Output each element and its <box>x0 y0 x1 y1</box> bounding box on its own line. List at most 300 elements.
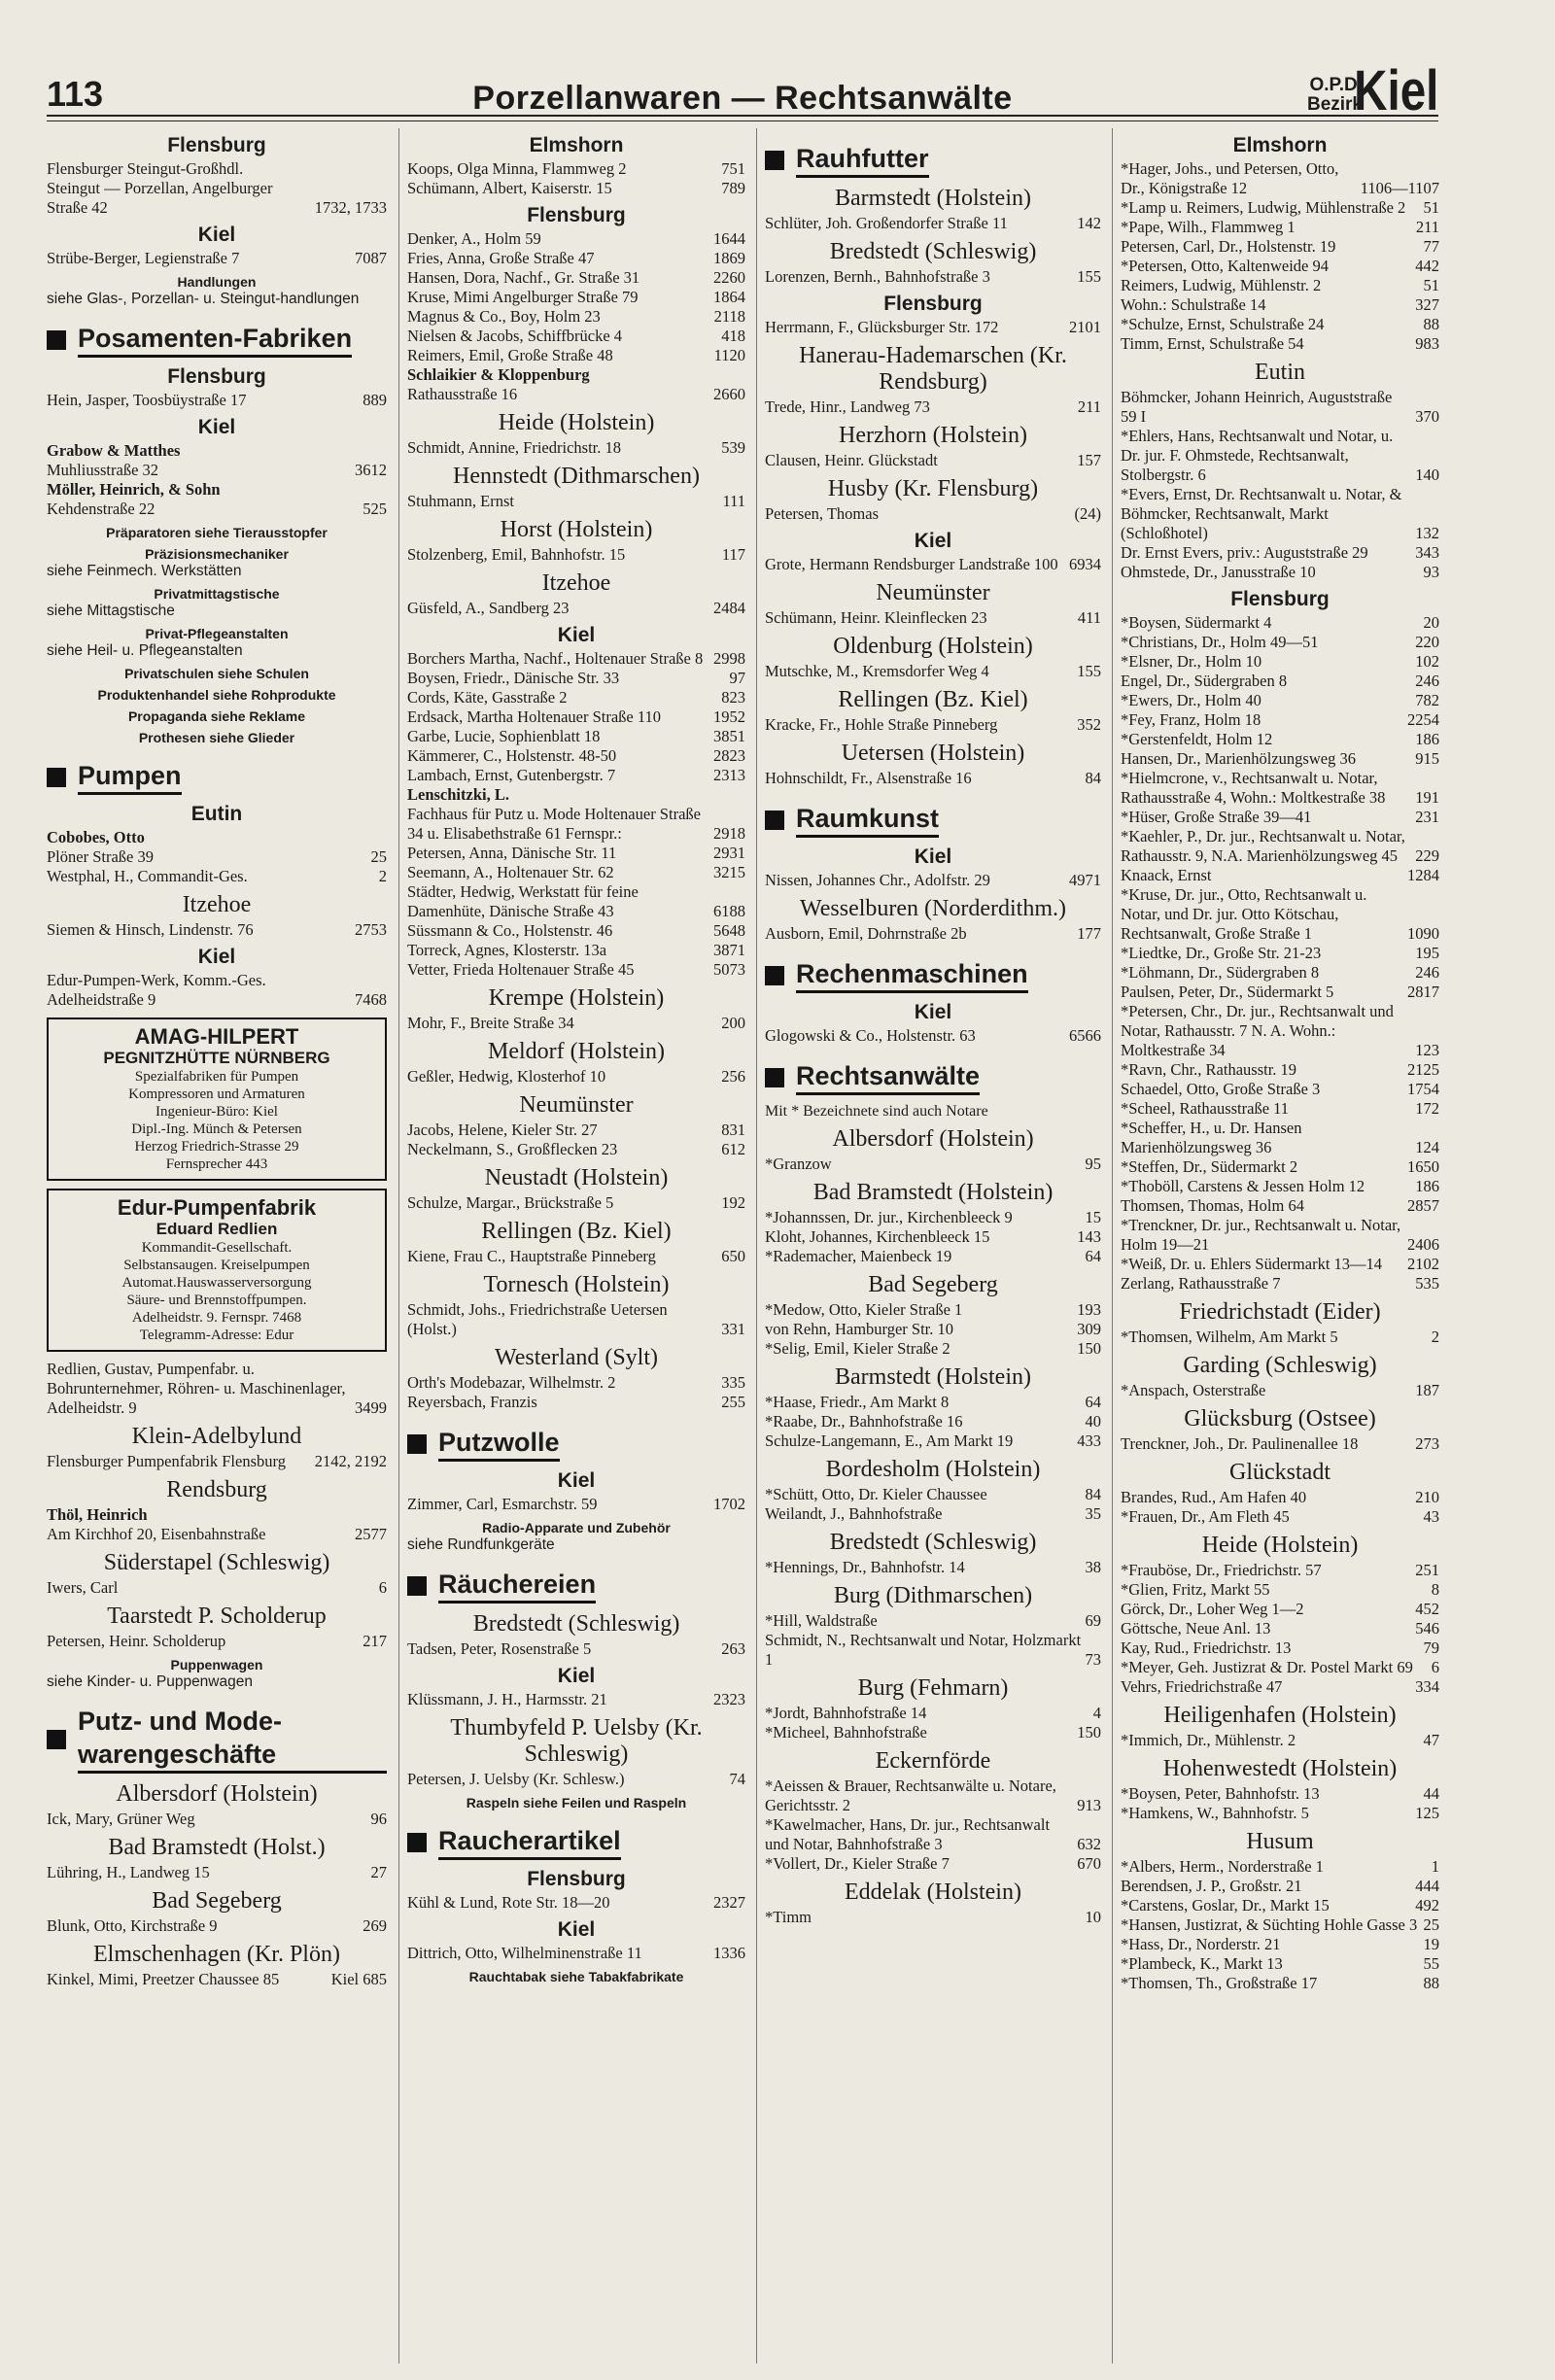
square-bullet-icon <box>765 1068 784 1087</box>
listing-entry <box>1121 1488 1439 1507</box>
listing-name: Reimers, Emil, Große Straße 48 <box>407 346 613 364</box>
listing-entry <box>1121 1677 1439 1697</box>
city-heading: Heide (Holstein) <box>1201 1533 1359 1558</box>
cross-reference: siehe Feinmech. Werkstätten <box>47 563 242 579</box>
subcategory-heading: Puppenwagen <box>170 1657 263 1673</box>
listing-entry <box>47 1525 387 1544</box>
listing-name: *Petersen, Chr., Dr. jur., Rechtsanwalt und Notar, Rathausstr. 7 N. A. Wohn.: Moltkestraße 34 <box>1121 1002 1394 1059</box>
listing-entry <box>1121 543 1439 563</box>
listing-name: *Carstens, Goslar, Dr., Markt 15 <box>1121 1896 1330 1914</box>
listing-entry <box>407 1247 745 1266</box>
listing-entry <box>407 159 745 179</box>
listing-entry <box>765 871 1101 890</box>
listing-entry <box>765 769 1101 788</box>
listing-name: *Plambeck, K., Markt 13 <box>1121 1954 1283 1973</box>
listing-name: Flensburger Steingut-Großhdl. <box>47 159 244 178</box>
listing-entry <box>765 1723 1101 1742</box>
listing-name: Brandes, Rud., Am Hafen 40 <box>1121 1488 1307 1506</box>
city-heading: Barmstedt (Holstein) <box>835 186 1031 211</box>
listing-name: Petersen, J. Uelsby (Kr. Schlesw.) <box>407 1770 625 1788</box>
phone-number: 7468 <box>355 990 387 1009</box>
phone-number: 64 <box>1085 1393 1101 1411</box>
phone-number: 2 <box>1431 1328 1439 1346</box>
listing-name: Garbe, Lucie, Sophienblatt 18 <box>407 727 601 745</box>
listing-entry <box>407 727 745 746</box>
listing-name: Reimers, Ludwig, Mühlenstr. 2 <box>1121 276 1322 294</box>
phone-number: 93 <box>1423 563 1439 581</box>
phone-number: 2406 <box>1407 1235 1439 1254</box>
phone-number: 7087 <box>355 249 387 267</box>
listing-entry <box>1121 1877 1439 1896</box>
listing-name: Kinkel, Mimi, Preetzer Chaussee 85 <box>47 1970 280 1988</box>
city-heading: Bredstedt (Schleswig) <box>829 239 1037 264</box>
column-4 <box>1112 128 1445 2363</box>
listing-entry <box>47 1505 387 1525</box>
phone-number: 1702 <box>713 1495 745 1513</box>
listing-name: Hansen, Dora, Nachf., Gr. Straße 31 <box>407 268 640 287</box>
listing-name: *Hennings, Dr., Bahnhofstr. 14 <box>765 1558 965 1576</box>
listing-name: Kruse, Mimi Angelburger Straße 79 <box>407 288 639 306</box>
phone-number: 95 <box>1085 1155 1101 1173</box>
city-heading: Flensburg <box>527 204 626 226</box>
listing-entry <box>1121 1157 1439 1177</box>
listing-entry <box>407 545 745 565</box>
phone-number: 5073 <box>713 960 745 979</box>
category-heading <box>47 759 387 795</box>
listing-entry <box>1121 1580 1439 1600</box>
listing-entry <box>1121 315 1439 334</box>
ad-line: Edur-Pumpenfabrik <box>117 1195 317 1220</box>
listing-name: Fries, Anna, Große Straße 47 <box>407 249 595 267</box>
city-heading: Kiel <box>197 224 236 246</box>
phone-number: 670 <box>1077 1854 1101 1873</box>
phone-number: 309 <box>1077 1320 1101 1338</box>
listing-entry <box>1121 1935 1439 1954</box>
listing-entry <box>1121 1915 1439 1935</box>
phone-number: 1952 <box>713 707 745 726</box>
listing-name: Dr. Ernst Evers, priv.: Auguststraße 29 <box>1121 543 1368 562</box>
listing-name: *Liedtke, Dr., Große Str. 21-23 <box>1121 944 1322 962</box>
listing-name: *Albers, Herm., Norderstraße 1 <box>1121 1857 1324 1876</box>
phone-number: 27 <box>370 1863 387 1881</box>
listing-name: Thöl, Heinrich <box>47 1505 148 1524</box>
listing-name: *Ravn, Chr., Rathausstr. 19 <box>1121 1060 1297 1079</box>
listing-name: Petersen, Carl, Dr., Holstenstr. 19 <box>1121 237 1336 256</box>
listing-name: Schmidt, Annine, Friedrichstr. 18 <box>407 438 621 457</box>
listing-entry <box>765 267 1101 287</box>
phone-number: 2125 <box>1407 1060 1439 1079</box>
listing-name: *Hill, Waldstraße <box>765 1611 878 1630</box>
listing-entry <box>765 1611 1101 1631</box>
city-heading: Tornesch (Holstein) <box>483 1272 670 1297</box>
listing-entry <box>1121 218 1439 237</box>
listing-entry <box>47 1916 387 1936</box>
phone-number: 47 <box>1423 1731 1439 1749</box>
listing-entry <box>407 766 745 785</box>
listing-name: Lorenzen, Bernh., Bahnhofstraße 3 <box>765 267 990 286</box>
city-heading: Elmshorn <box>1232 134 1328 156</box>
city-heading: Flensburg <box>883 293 983 315</box>
listing-name: Kay, Rud., Friedrichstr. 13 <box>1121 1638 1292 1657</box>
listing-name: Ick, Mary, Grüner Weg <box>47 1810 195 1828</box>
listing-entry <box>1121 808 1439 827</box>
phone-number: 535 <box>1415 1274 1439 1293</box>
listing-entry <box>1121 827 1439 866</box>
phone-number: 2577 <box>355 1525 387 1543</box>
square-bullet-icon <box>407 1576 427 1596</box>
phone-number: 132 <box>1415 524 1439 542</box>
phone-number: 172 <box>1415 1099 1439 1118</box>
phone-number: 1650 <box>1407 1157 1439 1176</box>
category-title: Putz- und Mode-warengeschäfte <box>78 1705 387 1774</box>
listing-name: Tadsen, Peter, Rosenstraße 5 <box>407 1639 592 1658</box>
listing-name: Schlüter, Joh. Großendorfer Straße 11 <box>765 214 1008 232</box>
listing-entry <box>765 1776 1101 1815</box>
phone-number: 3612 <box>355 461 387 479</box>
phone-number: 444 <box>1415 1877 1439 1895</box>
city-heading: Albersdorf (Holstein) <box>116 1781 318 1807</box>
category-heading <box>765 1059 1101 1095</box>
listing-name: *Weiß, Dr. u. Ehlers Südermarkt 13—14 <box>1121 1255 1383 1273</box>
listing-name: *Boysen, Südermarkt 4 <box>1121 613 1272 632</box>
listing-entry <box>765 1431 1101 1451</box>
page-title: Porzellanwaren — Rechtsanwälte <box>472 80 1013 117</box>
phone-number: 155 <box>1077 662 1101 680</box>
listing-entry <box>407 229 745 249</box>
listing-name: Seemann, A., Holtenauer Str. 62 <box>407 863 614 881</box>
phone-number: 1754 <box>1407 1080 1439 1098</box>
phone-number: 79 <box>1423 1638 1439 1657</box>
listing-entry <box>1121 485 1439 543</box>
listing-entry <box>1121 1119 1439 1157</box>
city-heading: Thumbyfeld P. Uelsby (Kr. Schleswig) <box>450 1715 703 1767</box>
phone-number: 193 <box>1077 1300 1101 1319</box>
listing-name: Cords, Käte, Gasstraße 2 <box>407 688 568 707</box>
listing-entry <box>47 828 387 847</box>
phone-number: 25 <box>1423 1915 1439 1934</box>
phone-number: 2254 <box>1407 710 1439 729</box>
phone-number: 38 <box>1085 1558 1101 1576</box>
column-3-content <box>757 142 1107 1927</box>
listing-entry <box>407 1495 745 1514</box>
listing-name: Petersen, Anna, Dänische Str. 11 <box>407 844 617 862</box>
phone-number: 2918 <box>713 824 745 843</box>
listing-entry <box>407 941 745 960</box>
listing-name: Schümann, Albert, Kaiserstr. 15 <box>407 179 612 197</box>
phone-number: 15 <box>1085 1208 1101 1226</box>
phone-number: 210 <box>1415 1488 1439 1506</box>
listing-name: Dittrich, Otto, Wilhelminenstraße 11 <box>407 1944 642 1962</box>
city-heading: Itzehoe <box>541 570 611 596</box>
listing-name: *Hamkens, W., Bahnhofstr. 5 <box>1121 1804 1309 1822</box>
cross-reference: siehe Mittagstische <box>47 603 175 619</box>
phone-number: 3851 <box>713 727 745 745</box>
city-heading: Wesselburen (Norderdithm.) <box>800 896 1066 921</box>
phone-number: 2101 <box>1069 318 1101 336</box>
subcategory-heading: Produktenhandel siehe Rohprodukte <box>97 687 336 703</box>
city-heading: Glückstadt <box>1229 1460 1330 1485</box>
listing-name: Westphal, H., Commandit-Ges. <box>47 867 248 885</box>
listing-entry <box>407 1944 745 1963</box>
listing-name: *Jordt, Bahnhofstraße 14 <box>765 1704 927 1722</box>
city-heading: Kiel <box>914 845 952 868</box>
listing-name: Vetter, Frieda Holtenauer Straße 45 <box>407 960 635 979</box>
listing-name: Cobobes, Otto <box>47 828 145 846</box>
listing-name: *Timm <box>765 1908 812 1926</box>
advertisement-box <box>47 1189 387 1352</box>
phone-number: 191 <box>1415 788 1439 807</box>
city-heading: Husum <box>1246 1829 1314 1854</box>
listing-entry <box>407 844 745 863</box>
listing-entry <box>765 1320 1101 1339</box>
listing-name: Orth's Modebazar, Wilhelmstr. 2 <box>407 1373 616 1392</box>
phone-number: 19 <box>1423 1935 1439 1953</box>
listing-name: *Kruse, Dr. jur., Otto, Rechtsanwalt u. Notar, und Dr. jur. Otto Kötschau, Rechtsanwalt, Große Straße 1 <box>1121 885 1367 943</box>
listing-name: Kloht, Johannes, Kirchenbleeck 15 <box>765 1227 990 1246</box>
listing-name: Hansen, Dr., Marienhölzungsweg 36 <box>1121 749 1356 768</box>
listing-name: Berendsen, J. P., Großstr. 21 <box>1121 1877 1302 1895</box>
listing-entry <box>1121 1080 1439 1099</box>
phone-number: 913 <box>1077 1796 1101 1814</box>
listing-entry <box>765 715 1101 735</box>
listing-entry <box>765 1504 1101 1524</box>
listing-name: *Lamp u. Reimers, Ludwig, Mühlenstraße 2 <box>1121 198 1406 217</box>
city-heading: Flensburg <box>527 1868 626 1890</box>
listing-entry <box>765 1247 1101 1266</box>
phone-number: 43 <box>1423 1507 1439 1526</box>
ad-line: Säure- und Brennstoffpumpen. <box>126 1293 307 1308</box>
phone-number: 211 <box>1077 397 1101 416</box>
listing-entry <box>1121 198 1439 218</box>
listing-name: Am Kirchhof 20, Eisenbahnstraße <box>47 1525 266 1543</box>
listing-name: Möller, Heinrich, & Sohn <box>47 480 221 499</box>
phone-number: 269 <box>363 1916 387 1935</box>
category-heading <box>765 142 1101 178</box>
city-heading: Rellingen (Bz. Kiel) <box>481 1219 672 1244</box>
listing-entry <box>1121 1328 1439 1347</box>
city-heading: Flensburg <box>167 134 266 156</box>
listing-name: Lühring, H., Landweg 15 <box>47 1863 210 1881</box>
listing-name: *Ewers, Dr., Holm 40 <box>1121 691 1261 709</box>
city-heading: Flensburg <box>167 365 266 388</box>
phone-number: 84 <box>1085 769 1101 787</box>
listing-entry <box>765 1208 1101 1227</box>
listing-name: *Thoböll, Carstens & Jessen Holm 12 <box>1121 1177 1365 1195</box>
phone-number: 125 <box>1415 1804 1439 1822</box>
phone-number: 789 <box>721 179 745 197</box>
city-heading: Horst (Holstein) <box>500 517 653 542</box>
city-heading: Flensburg <box>1230 588 1330 610</box>
phone-number: 20 <box>1423 613 1439 632</box>
square-bullet-icon <box>765 811 784 830</box>
listing-name: Schlaikier & Kloppenburg <box>407 365 590 384</box>
listing-name: Steingut — Porzellan, Angelburger Straße 42 <box>47 179 273 217</box>
phone-number: 231 <box>1415 808 1439 826</box>
listing-entry <box>1121 1434 1439 1454</box>
listing-name: *Thomsen, Th., Großstraße 17 <box>1121 1974 1318 1992</box>
listing-name: Magnus & Co., Boy, Holm 23 <box>407 307 601 326</box>
listing-name: Böhmcker, Johann Heinrich, Auguststraße 59 I <box>1121 388 1393 426</box>
listing-entry <box>765 1854 1101 1874</box>
listing-entry <box>1121 1638 1439 1658</box>
listing-entry <box>407 365 745 385</box>
phone-number: 1336 <box>713 1944 745 1962</box>
listing-name: Edur-Pumpen-Werk, Komm.-Ges. Adelheidstraße 9 <box>47 971 266 1009</box>
category-title: Rechenmaschinen <box>796 957 1028 993</box>
ad-line: Spezialfabriken für Pumpen <box>134 1069 299 1085</box>
listing-entry <box>1121 710 1439 730</box>
phone-number: 1120 <box>713 346 745 364</box>
listing-entry <box>407 385 745 404</box>
phone-number: 256 <box>721 1067 745 1086</box>
category-title: Rauhfutter <box>796 142 929 178</box>
phone-number: 1869 <box>713 249 745 267</box>
ad-line: AMAG-HILPERT <box>134 1024 299 1049</box>
listing-entry <box>765 214 1101 233</box>
city-heading: Meldorf (Holstein) <box>488 1039 665 1064</box>
listing-entry <box>47 920 387 940</box>
city-heading: Kiel <box>197 416 236 438</box>
listing-name: Städter, Hedwig, Werkstatt für feine Damenhüte, Dänische Straße 43 <box>407 882 639 920</box>
listing-entry <box>1121 1381 1439 1400</box>
listing-entry <box>1121 1060 1439 1080</box>
phone-number: 782 <box>1415 691 1439 709</box>
listing-name: Lenschitzki, L. <box>407 785 509 804</box>
cross-reference: siehe Kinder- u. Puppenwagen <box>47 1673 253 1690</box>
city-heading: Oldenburg (Holstein) <box>833 634 1033 659</box>
listing-name: Blunk, Otto, Kirchstraße 9 <box>47 1916 218 1935</box>
listing-name: Clausen, Heinr. Glückstadt <box>765 451 938 469</box>
listing-entry <box>1121 866 1439 885</box>
phone-number: 2931 <box>713 844 745 862</box>
phone-number: 2102 <box>1407 1255 1439 1273</box>
listing-entry <box>1121 295 1439 315</box>
listing-name: *Selig, Emil, Kieler Straße 2 <box>765 1339 950 1358</box>
listing-name: Rathausstraße 16 <box>407 385 518 403</box>
city-heading: Friedrichstadt (Eider) <box>1179 1299 1381 1325</box>
listing-entry <box>47 867 387 886</box>
category-title: Posamenten-Fabriken <box>78 322 352 358</box>
listing-entry <box>765 1485 1101 1504</box>
listing-entry <box>407 707 745 727</box>
ad-line: Kompressoren und Armaturen <box>128 1087 305 1102</box>
listing-entry <box>765 555 1101 574</box>
phone-number: Kiel 685 <box>330 1970 387 1988</box>
phone-number: 25 <box>370 847 387 866</box>
listing-name: Kehdenstraße 22 <box>47 500 156 518</box>
listing-name: *Gerstenfeldt, Holm 12 <box>1121 730 1273 748</box>
listing-name: Grabow & Matthes <box>47 441 181 460</box>
subcategory-heading: Präzisionsmechaniker <box>145 546 289 562</box>
city-heading: Rendsburg <box>166 1477 267 1502</box>
listing-name: Iwers, Carl <box>47 1578 119 1597</box>
listing-name: *Rademacher, Maienbeck 19 <box>765 1247 952 1265</box>
city-heading: Elmschenhagen (Kr. Plön) <box>93 1942 340 1967</box>
listing-entry <box>765 504 1101 524</box>
listing-name: *Frauen, Dr., Am Fleth 45 <box>1121 1507 1290 1526</box>
phone-number: 255 <box>721 1393 745 1411</box>
listing-entry <box>1121 1974 1439 1993</box>
listing-name: Geßler, Hedwig, Klosterhof 10 <box>407 1067 606 1086</box>
category-heading <box>765 802 1101 838</box>
listing-name: Knaack, Ernst <box>1121 866 1212 884</box>
phone-number: 123 <box>1415 1041 1439 1059</box>
listing-name: Stuhmann, Ernst <box>407 492 514 510</box>
listing-name: Erdsack, Martha Holtenauer Straße 110 <box>407 707 662 726</box>
phone-number: 77 <box>1423 237 1439 256</box>
city-heading: Neumünster <box>876 580 990 605</box>
listing-name: *Scheffer, H., u. Dr. Hansen Marienhölzungsweg 36 <box>1121 1119 1302 1156</box>
listing-entry <box>765 608 1101 628</box>
listing-name: Schmidt, N., Rechtsanwalt und Notar, Holzmarkt 1 <box>765 1631 1082 1669</box>
listing-name: Süssmann & Co., Holstenstr. 46 <box>407 921 613 940</box>
phone-number: 1 <box>1431 1857 1439 1876</box>
listing-entry <box>1121 427 1439 485</box>
listing-entry <box>1121 159 1439 198</box>
phone-number: 186 <box>1415 1177 1439 1195</box>
city-heading: Süderstapel (Schleswig) <box>103 1550 330 1575</box>
city-heading: Heiligenhafen (Holstein) <box>1163 1703 1397 1728</box>
listing-name: *Kaehler, P., Dr. jur., Rechtsanwalt u. Notar, Rathausstr. 9, N.A. Marienhölzungsweg 45 <box>1121 827 1405 865</box>
listing-name: Koops, Olga Minna, Flammweg 2 <box>407 159 627 178</box>
listing-entry <box>1121 1216 1439 1255</box>
listing-entry <box>47 249 387 268</box>
phone-number: 1732, 1733 <box>314 198 387 217</box>
city-heading: Hohenwestedt (Holstein) <box>1162 1756 1398 1781</box>
listing-entry <box>47 1863 387 1882</box>
phone-number: 539 <box>721 438 745 457</box>
phone-number: 525 <box>363 500 387 518</box>
listing-entry <box>765 1227 1101 1247</box>
phone-number: 2753 <box>355 920 387 939</box>
subcategory-heading: Propaganda siehe Reklame <box>127 708 306 724</box>
phone-number: 6188 <box>713 902 745 920</box>
column-2-content <box>399 134 751 1984</box>
listing-entry <box>407 1067 745 1087</box>
listing-entry <box>765 1300 1101 1320</box>
listing-name: *Fey, Franz, Holm 18 <box>1121 710 1261 729</box>
phone-number: 124 <box>1415 1138 1439 1156</box>
city-heading: Elmshorn <box>529 134 624 156</box>
phone-number: 4 <box>1092 1704 1101 1722</box>
listing-entry <box>1121 334 1439 354</box>
city-heading: Bad Bramstedt (Holst.) <box>108 1835 326 1860</box>
listing-entry <box>1121 730 1439 749</box>
listing-entry <box>47 1810 387 1829</box>
phone-number: 8 <box>1431 1580 1439 1599</box>
listing-name: Schulze, Margar., Brückstraße 5 <box>407 1193 614 1212</box>
subcategory-heading: Privatmittagstische <box>154 586 280 602</box>
ad-line: Selbstansaugen. Kreiselpumpen <box>123 1258 310 1273</box>
listing-entry <box>47 1578 387 1598</box>
listing-name: Neckelmann, S., Großflecken 23 <box>407 1140 618 1158</box>
listing-entry <box>407 249 745 268</box>
listing-entry <box>1121 1099 1439 1119</box>
phone-number: 2327 <box>713 1893 745 1912</box>
listing-entry <box>407 1639 745 1659</box>
district-name: Kiel <box>1353 59 1438 122</box>
category-heading <box>407 1426 745 1462</box>
listing-name: Klüssmann, J. H., Harmsstr. 21 <box>407 1690 607 1708</box>
category-note: Mit * Bezeichnete sind auch Notare <box>765 1103 988 1120</box>
listing-name: Ohmstede, Dr., Janusstraße 10 <box>1121 563 1316 581</box>
square-bullet-icon <box>765 151 784 170</box>
listing-entry <box>407 1300 745 1339</box>
listing-name: *Schulze, Ernst, Schulstraße 24 <box>1121 315 1325 333</box>
city-heading: Burg (Fehmarn) <box>857 1675 1009 1701</box>
city-heading: Westerland (Sylt) <box>494 1345 659 1370</box>
listing-entry <box>407 1690 745 1709</box>
